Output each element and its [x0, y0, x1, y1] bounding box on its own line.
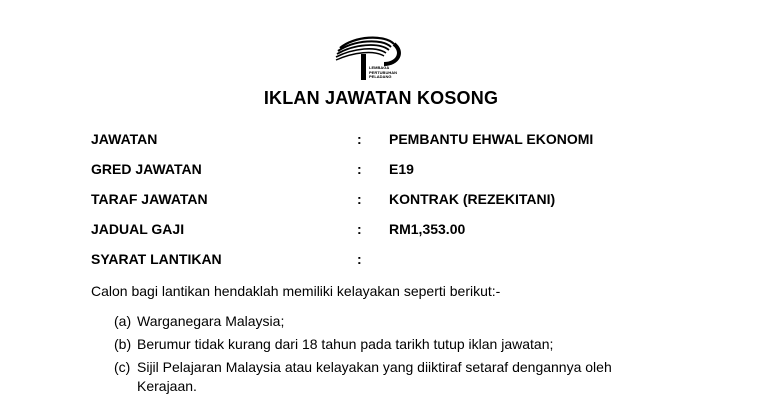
field-colon: :	[357, 251, 362, 267]
field-label: SYARAT LANTIKAN	[91, 251, 222, 267]
list-marker: (a)	[114, 313, 132, 329]
field-row-syarat-lantikan	[0, 251, 762, 271]
field-label: JADUAL GAJI	[91, 221, 185, 237]
field-row-jadual-gaji	[0, 221, 762, 241]
requirements-intro: Calon bagi lantikan hendaklah memiliki kelayakan seperti berikut:-	[91, 283, 501, 299]
list-item-text: Sijil Pelajaran Malaysia atau kelayakan yang diiktiraf setaraf dengannya oleh	[137, 359, 612, 375]
field-value: PEMBANTU EHWAL EKONOMI	[389, 131, 594, 147]
field-label: GRED JAWATAN	[91, 161, 202, 177]
field-colon: :	[357, 131, 362, 147]
field-row-jawatan	[0, 131, 762, 151]
field-row-taraf-jawatan	[0, 191, 762, 211]
field-value: E19	[389, 161, 414, 177]
list-item-text: Warganegara Malaysia;	[137, 313, 285, 329]
list-marker: (c)	[114, 359, 131, 375]
logo-text-line: PERTUBUHAN	[369, 69, 397, 75]
list-item-text-continued: Kerajaan.	[137, 378, 197, 394]
field-label: TARAF JAWATAN	[91, 191, 208, 207]
organization-logo	[334, 34, 406, 84]
logo-text	[369, 66, 397, 80]
field-colon: :	[357, 161, 362, 177]
list-item-text: Berumur tidak kurang dari 18 tahun pada tarikh tutup iklan jawatan;	[137, 336, 554, 352]
field-value: RM1,353.00	[389, 221, 466, 237]
field-colon: :	[357, 221, 362, 237]
field-colon: :	[357, 191, 362, 207]
page-title: IKLAN JAWATAN KOSONG	[263, 88, 499, 108]
field-label: JAWATAN	[91, 131, 158, 147]
field-row-gred-jawatan	[0, 161, 762, 181]
logo-text-line: LEMBAGA	[369, 65, 390, 70]
logo-text-line: PELADANG	[369, 74, 392, 79]
field-value: KONTRAK (REZEKITANI)	[389, 191, 556, 207]
list-marker: (b)	[114, 336, 132, 352]
